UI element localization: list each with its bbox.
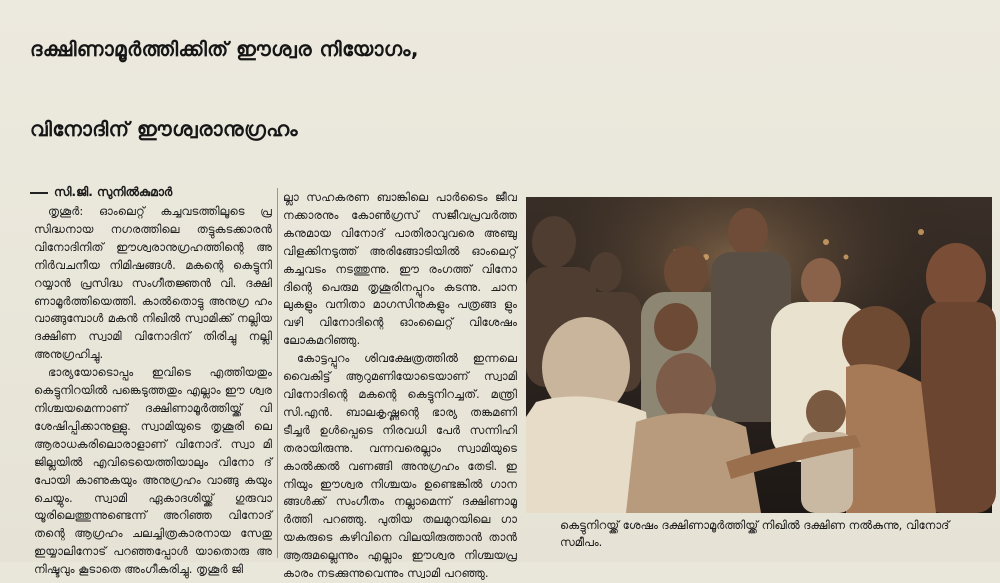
- news-photo: [526, 197, 992, 513]
- article-column-1: [34, 203, 272, 577]
- photo-caption: കെട്ടുനിറയ്ക്ക് ശേഷം ദക്ഷിണാമൂർത്തിയ്ക്ക് നിഖിൽ ദക്ഷിണ നൽകുന്നു, വിനോദ് സമീപം.: [560, 518, 950, 549]
- byline: [30, 185, 270, 200]
- byline-author: സി.ജി. സുനിൽകുമാർ: [54, 185, 173, 199]
- headline-line-1: ദക്ഷിണാമൂർത്തിക്കിത് ഈശ്വര നിയോഗം,: [30, 37, 420, 61]
- photo-illustration: [526, 197, 992, 513]
- column-divider: [277, 188, 278, 558]
- paragraph: തൃശൂർ: ഓംലെറ്റ് കച്ചവടത്തിലൂടെ പ്ര സിദ്ധനായ നഗരത്തിലെ തട്ടുകടക്കാരൻ വിനോദിനിത് ഈശ്വരാനുഗ്രഹത്തിന്റെ അ നിർവചനീയ നിമിഷങ്ങൾ. മകന്റെ കെട്ടുനി റയ്യാൻ പ്രസിദ്ധ സംഗീതജ്ഞൻ വി. ദക്ഷി ണാമൂർത്തിയെത്തി. കാൽതൊട്ടു അനുഗ്ര ഹം വാങ്ങുമ്പോൾ മകൻ നിഖിൽ സ്വാമിക്ക് നല്ലിയ ദക്ഷിണ സ്വാമി വിനോദിന് തിരിച്ചു നല്ലി അനുഗ്രഹിച്ചു.: [34, 204, 272, 362]
- paragraph: ല്ലാ സഹകരണ ബാങ്കിലെ പാർടൈം ജീവ നക്കാരനും കോൺഗ്രസ് സജീവപ്രവർത്ത കനുമായ വിനോദ് പാതിരാവുവരെ അഞ്ചു വിളക്കിനടുത്ത് അരിങ്ങോടിയിൽ ഓംലെറ്റ് കച്ചവടം നടത്തുന്നു. ഈ രംഗത്ത് വിനോ ദിന്റെ പെരുമ തൃശൂരിനപ്പുറം കടന്നു. ചാന ലുകളും വനിതാ മാഗസിനുകളും പത്രങ്ങ ളും വഴി വിനോദിന്റെ ഓംലൈറ്റ് വിശേഷം ലോകമറിഞ്ഞു.: [283, 190, 517, 348]
- paragraph: കോട്ടപ്പുറം ശിവക്ഷേത്രത്തിൽ ഇന്നലെ വൈകിട്ട് ആറുമണിയോടെയാണ് സ്വാമി വിനോദിന്റെ മകന്റെ കെട്ടുനിറച്ചത്. മന്ത്രി സി.എൻ. ബാലകൃഷ്ണന്റെ ഭാര്യ തങ്കമണി ടീച്ചർ ഉൾപ്പെടെ നിരവധി പേർ സന്നിഹി തരായിരുന്നു. വന്നവരെല്ലാം സ്വാമിയുടെ കാൽക്കൽ വണങ്ങി അനുഗ്രഹം തേടി. ഇ നിയും ഈശ്വര നിശ്ചയം ഉണ്ടെങ്കിൽ ഗാന ങ്ങൾക്ക് സംഗീതം നല്ലാമെന്ന് ദക്ഷിണാമൂ ർത്തി പറഞ്ഞു. പുതിയ തലമുറയിലെ ഗാ യകരുടെ കഴിവിനെ വിലയിരുത്താൻ താൻ ആരുമല്ലെന്നും എല്ലാം ഈശ്വര നിശ്ചയപ്ര കാരം നടക്കുന്നുവെന്നും സ്വാമി പറഞ്ഞു.: [283, 351, 517, 581]
- paragraph: ഭാര്യയോടൊപ്പം ഇവിടെ എത്തിയതും കെട്ടുനിറയിൽ പങ്കെടുത്തതും എല്ലാം ഈ ശ്വര നിശ്ചയമെന്നാണ് ദക്ഷിണാമൂർത്തിയ്ക്ക് വി ശേഷിപ്പിക്കാനുള്ളു. സ്വാമിയുടെ തൃശൂരി ലെ ആരാധകരിലൊരാളാണ് വിനോദ്. സ്വാ മി ജില്ലയിൽ എവിടെയെത്തിയാലും വിനോ ദ് പോയി കാണുകയും അനുഗ്രഹം വാങ്ങു കയും ചെയ്യും. സ്വാമി ഏകാദശിയ്ക്ക് ഗുരുവാ യൂരിലെത്തുന്നുണ്ടെന്ന് അറിഞ്ഞ വിനോദ് തന്റെ ആഗ്രഹം ചലച്ചിത്രകാരനായ സേതു ഇയ്യാലിനോട് പറഞ്ഞപ്പോൾ യാതൊരു അ നിഷ്ടവും കൂടാതെ അംഗീകരിച്ചു. തൃശൂർ ജി: [34, 365, 272, 577]
- headline-line-2: വിനോദിന് ഈശ്വരാനുഗ്രഹം: [30, 117, 299, 141]
- article-column-2: [283, 189, 517, 581]
- byline-rule: [30, 192, 48, 194]
